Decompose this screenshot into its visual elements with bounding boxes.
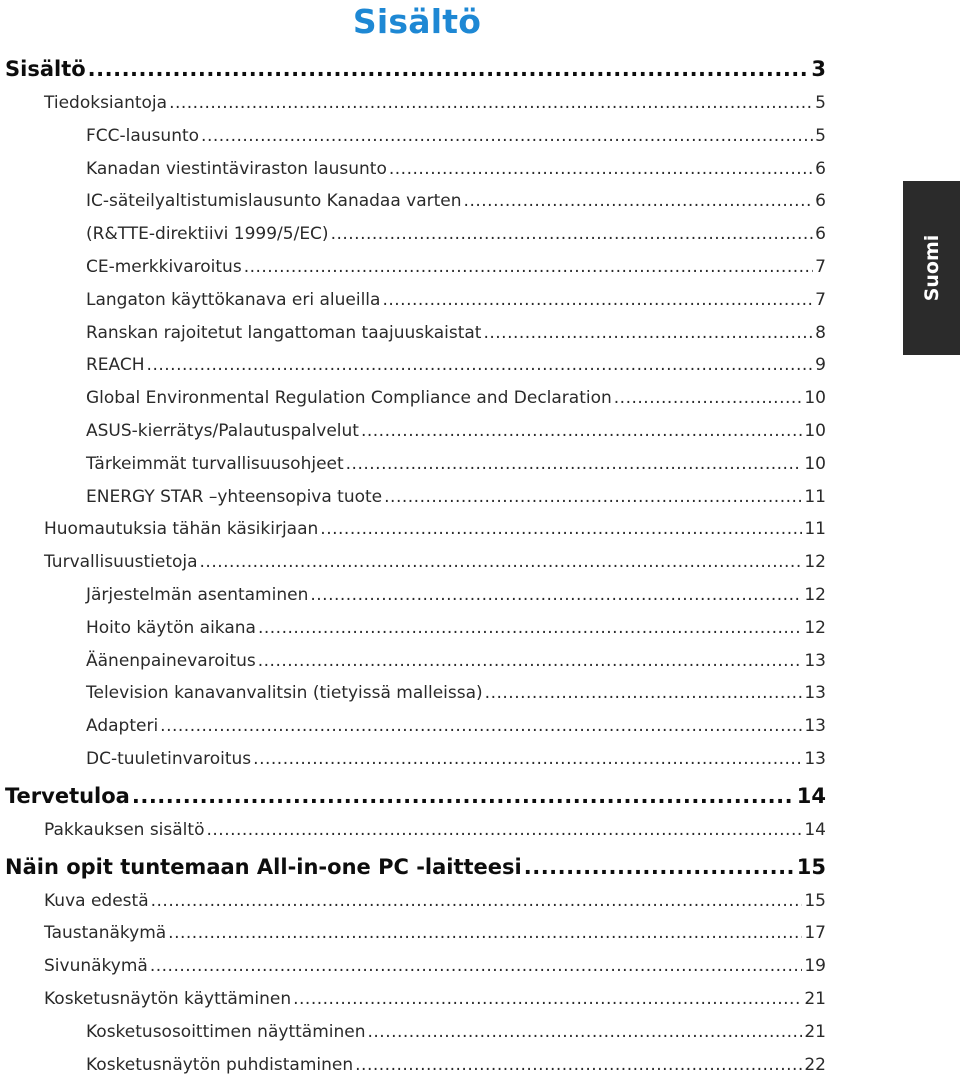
dot-leader	[367, 1016, 802, 1049]
toc-entry[interactable]	[0, 579, 826, 612]
dot-leader	[382, 284, 813, 317]
table-of-contents	[0, 51, 826, 1081]
dot-leader	[258, 645, 803, 678]
toc-entry[interactable]	[0, 481, 826, 514]
toc-entry-page-number: 21	[804, 988, 826, 1009]
dot-leader	[483, 317, 813, 350]
toc-entry[interactable]	[0, 612, 826, 645]
toc-entry[interactable]	[0, 710, 826, 743]
toc-entry[interactable]	[0, 51, 826, 87]
language-tab-label: Suomi	[920, 234, 943, 302]
toc-entry-label: Langaton käyttökanava eri alueilla	[86, 289, 381, 310]
toc-entry[interactable]	[0, 677, 826, 710]
toc-entry-label: Turvallisuustietoja	[44, 552, 198, 573]
toc-entry-page-number: 9	[815, 355, 826, 376]
toc-entry-page-number: 12	[804, 552, 826, 573]
toc-entry-page-number: 6	[815, 224, 826, 245]
toc-entry[interactable]	[0, 814, 826, 847]
dot-leader	[147, 349, 814, 382]
toc-entry-label: (R&TTE-direktiivi 1999/5/EC)	[86, 224, 329, 245]
toc-entry-label: ASUS-kierrätys/Palautuspalvelut	[86, 420, 359, 441]
toc-entry-page-number: 12	[804, 617, 826, 638]
toc-entry-page-number: 5	[815, 125, 826, 146]
toc-entry[interactable]	[0, 87, 826, 120]
toc-entry-page-number: 15	[804, 890, 826, 911]
dot-leader	[361, 415, 802, 448]
toc-entry[interactable]	[0, 317, 826, 350]
toc-entry[interactable]	[0, 218, 826, 251]
dot-leader	[355, 1049, 802, 1081]
toc-entry[interactable]	[0, 645, 826, 678]
dot-leader	[201, 120, 813, 153]
toc-entry-label: Äänenpainevaroitus	[86, 650, 256, 671]
dot-leader	[206, 814, 802, 847]
toc-entry[interactable]	[0, 415, 826, 448]
dot-leader	[331, 218, 814, 251]
toc-entry[interactable]	[0, 983, 826, 1016]
dot-leader	[293, 983, 802, 1016]
toc-entry-label: Kanadan viestintäviraston lausunto	[86, 158, 387, 179]
toc-entry[interactable]	[0, 251, 826, 284]
page-title: Sisältö	[352, 2, 482, 41]
toc-entry-label: Huomautuksia tähän käsikirjaan	[44, 519, 319, 540]
toc-entry-label: Kuva edestä	[44, 890, 149, 911]
toc-entry-label: CE-merkkivaroitus	[86, 256, 242, 277]
toc-entry-label: Tärkeimmät turvallisuusohjeet	[86, 453, 344, 474]
toc-entry-page-number: 3	[811, 57, 826, 81]
toc-entry-label: Ranskan rajoitetut langattoman taajuuskaistat	[86, 322, 482, 343]
toc-entry-page-number: 10	[804, 420, 826, 441]
toc-entry-page-number: 7	[815, 289, 826, 310]
toc-entry-label: Adapteri	[86, 716, 159, 737]
toc-entry-label: Näin opit tuntemaan All-in-one PC -laitteesi	[5, 854, 522, 879]
dot-leader	[132, 778, 795, 814]
toc-entry[interactable]	[0, 778, 826, 814]
dot-leader	[160, 710, 802, 743]
toc-entry-label: Pakkauksen sisältö	[44, 819, 205, 840]
toc-entry[interactable]	[0, 382, 826, 415]
toc-entry-label: Television kanavanvalitsin (tietyissä malleissa)	[86, 683, 483, 704]
dot-leader	[485, 677, 803, 710]
toc-entry-page-number: 13	[804, 683, 826, 704]
toc-entry-label: FCC-lausunto	[86, 125, 200, 146]
toc-entry[interactable]	[0, 743, 826, 776]
toc-entry-page-number: 11	[804, 519, 826, 540]
toc-entry-page-number: 14	[804, 819, 826, 840]
toc-entry[interactable]	[0, 120, 826, 153]
toc-entry-page-number: 13	[804, 650, 826, 671]
toc-entry-page-number: 13	[804, 748, 826, 769]
toc-entry-label: Taustanäkymä	[44, 923, 167, 944]
dot-leader	[169, 87, 813, 120]
toc-entry[interactable]	[0, 950, 826, 983]
dot-leader	[310, 579, 802, 612]
dot-leader	[244, 251, 813, 284]
toc-entry-label: Global Environmental Regulation Compliance and Declaration	[86, 388, 612, 409]
toc-entry-page-number: 6	[815, 191, 826, 212]
toc-entry-label: Järjestelmän asentaminen	[86, 584, 309, 605]
toc-entry-page-number: 5	[815, 93, 826, 113]
dot-leader	[384, 481, 802, 514]
toc-entry-page-number: 17	[804, 923, 826, 944]
toc-entry-page-number: 15	[796, 854, 826, 879]
toc-entry-label: Kosketusnäytön käyttäminen	[44, 988, 292, 1009]
toc-entry-label: Tervetuloa	[5, 783, 130, 808]
toc-entry-page-number: 13	[804, 716, 826, 737]
dot-leader	[464, 185, 814, 218]
toc-entry[interactable]	[0, 185, 826, 218]
toc-entry-label: Tiedoksiantoja	[44, 93, 168, 113]
toc-entry[interactable]	[0, 1016, 826, 1049]
toc-entry-label: DC-tuuletinvaroitus	[86, 748, 252, 769]
dot-leader	[151, 885, 803, 918]
toc-entry[interactable]	[0, 849, 826, 885]
toc-entry[interactable]	[0, 546, 826, 579]
toc-entry-page-number: 12	[804, 584, 826, 605]
toc-entry-page-number: 19	[804, 956, 826, 977]
toc-entry-label: Kosketusosoittimen näyttäminen	[86, 1021, 366, 1042]
dot-leader	[168, 917, 802, 950]
toc-entry[interactable]	[0, 448, 826, 481]
toc-entry-page-number: 10	[804, 453, 826, 474]
toc-entry[interactable]	[0, 917, 826, 950]
toc-entry-page-number: 22	[804, 1054, 826, 1075]
toc-entry[interactable]	[0, 153, 826, 186]
dot-leader	[346, 448, 803, 481]
toc-entry[interactable]	[0, 1049, 826, 1081]
toc-entry-label: Kosketusnäytön puhdistaminen	[86, 1054, 354, 1075]
toc-entry[interactable]	[0, 513, 826, 546]
toc-entry-page-number: 6	[815, 158, 826, 179]
dot-leader	[258, 612, 802, 645]
toc-entry[interactable]	[0, 885, 826, 918]
toc-entry-page-number: 8	[815, 322, 826, 343]
toc-entry-page-number: 7	[815, 256, 826, 277]
dot-leader	[150, 950, 803, 983]
toc-entry-label: Hoito käytön aikana	[86, 617, 256, 638]
dot-leader	[524, 849, 795, 885]
dot-leader	[88, 51, 810, 87]
toc-entry-page-number: 10	[804, 388, 826, 409]
toc-entry-label: Sisältö	[5, 57, 86, 81]
toc-entry-label: ENERGY STAR –yhteensopiva tuote	[86, 486, 383, 507]
toc-entry[interactable]	[0, 284, 826, 317]
dot-leader	[200, 546, 803, 579]
toc-entry-label: Sivunäkymä	[44, 956, 148, 977]
dot-leader	[614, 382, 803, 415]
dot-leader	[389, 153, 813, 186]
toc-entry-page-number: 14	[796, 783, 826, 808]
dot-leader	[320, 513, 802, 546]
toc-entry-label: REACH	[86, 355, 145, 376]
toc-entry-page-number: 21	[804, 1021, 826, 1042]
toc-entry-label: IC-säteilyaltistumislausunto Kanadaa varten	[86, 191, 462, 212]
toc-entry-page-number: 11	[804, 486, 826, 507]
dot-leader	[253, 743, 802, 776]
toc-entry[interactable]	[0, 349, 826, 382]
language-tab	[903, 181, 960, 355]
